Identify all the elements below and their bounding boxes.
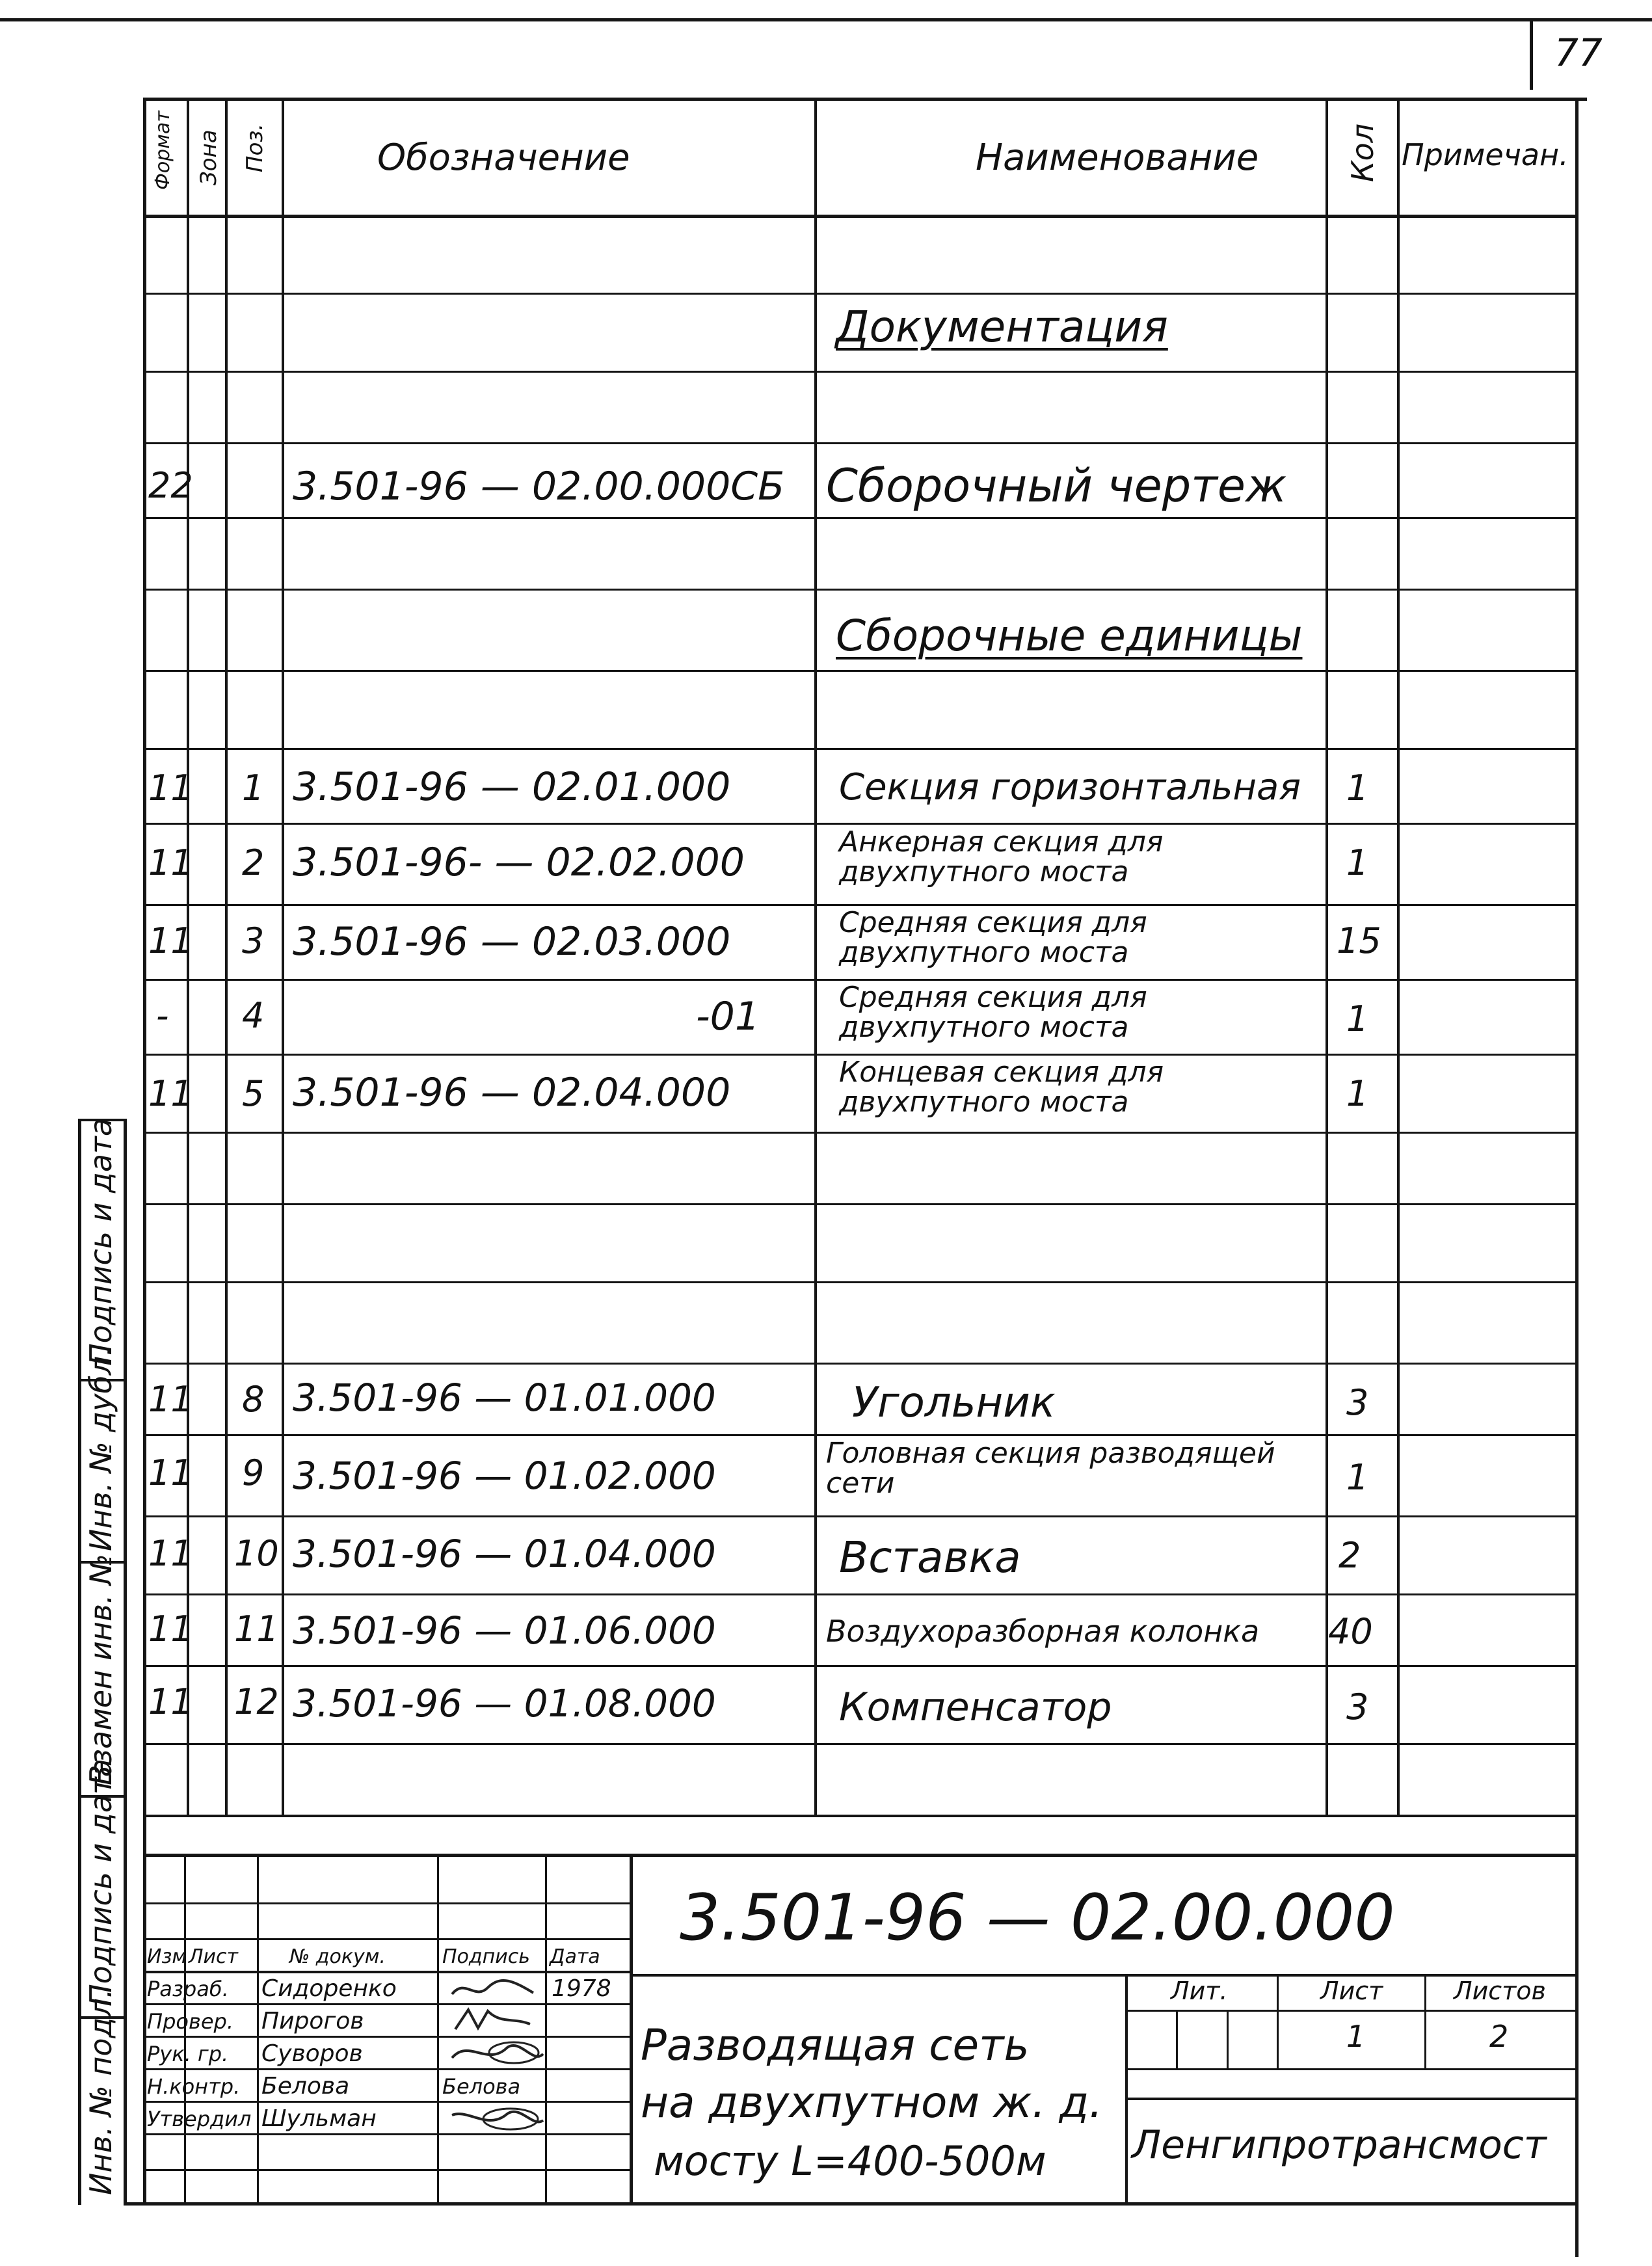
frame-left bbox=[143, 98, 146, 2205]
side-label-inv-dubl: Инв. № дубл. bbox=[83, 1346, 118, 1551]
tb-doc-number: 3.501-96 — 02.00.000 bbox=[680, 1881, 1395, 1955]
row-line bbox=[143, 589, 1578, 591]
row-line bbox=[143, 1281, 1578, 1283]
row-designation: 3.501-96 — 02.03.000 bbox=[293, 919, 731, 965]
tb-col bbox=[437, 1854, 439, 2205]
tb-sheets-value: 2 bbox=[1489, 2019, 1509, 2054]
page-number: 77 bbox=[1554, 31, 1603, 75]
frame-bottom bbox=[124, 2202, 1578, 2206]
row-format: - bbox=[156, 995, 169, 1036]
tb-sheets-label: Листов bbox=[1454, 1977, 1546, 2005]
tb-docnum-bottom bbox=[631, 1974, 1578, 1977]
tb-top bbox=[143, 1854, 1578, 1857]
row-qty: 1 bbox=[1346, 1457, 1369, 1498]
tb-lit-label: Лит. bbox=[1171, 1977, 1228, 2005]
doc-row-format: 22 bbox=[148, 465, 193, 506]
row-pos: 8 bbox=[242, 1379, 265, 1420]
row-format: 11 bbox=[148, 767, 193, 808]
row-pos: 4 bbox=[242, 995, 265, 1036]
row-qty: 1 bbox=[1346, 1073, 1369, 1114]
tb-org-top bbox=[1125, 2098, 1578, 2100]
top-rule bbox=[0, 18, 1652, 21]
frame-right bbox=[1575, 98, 1579, 2257]
header-designation: Обозначение bbox=[377, 137, 630, 179]
tb-title-line1: Разводящая сеть bbox=[641, 2020, 1030, 2070]
signature-3 bbox=[449, 2038, 546, 2070]
row-line bbox=[143, 442, 1578, 444]
tb-role: Провер. bbox=[147, 2009, 233, 2034]
row-line bbox=[143, 1593, 1578, 1595]
tb-col-list: Лист bbox=[189, 1945, 239, 1968]
row-designation: 3.501-96 — 02.04.000 bbox=[293, 1070, 731, 1115]
row-line-header bbox=[143, 215, 1578, 218]
row-format: 11 bbox=[148, 842, 193, 883]
tb-col bbox=[545, 1854, 547, 2205]
tb-col-izm: Изм bbox=[147, 1945, 187, 1968]
row-line bbox=[143, 293, 1578, 295]
row-qty: 3 bbox=[1346, 1382, 1369, 1423]
tb-person: Шульман bbox=[261, 2105, 377, 2132]
row-qty: 1 bbox=[1346, 767, 1369, 808]
header-note: Примечан. bbox=[1402, 137, 1569, 172]
tb-col-podpis: Подпись bbox=[442, 1945, 530, 1968]
tb-title-line3: мосту L=400-500м bbox=[654, 2137, 1046, 2185]
signature-2 bbox=[449, 2005, 540, 2037]
section-documentation: Документация bbox=[836, 302, 1168, 352]
col-pos-desig bbox=[282, 98, 284, 1815]
tb-role: Н.контр. bbox=[147, 2074, 241, 2099]
row-line bbox=[143, 371, 1578, 373]
row-format: 11 bbox=[148, 1608, 193, 1649]
row-line bbox=[143, 748, 1578, 750]
row-qty: 3 bbox=[1346, 1686, 1369, 1727]
row-name: Головная секция разводящей сети bbox=[826, 1437, 1275, 1500]
doc-row-name: Сборочный чертеж bbox=[826, 459, 1287, 513]
header-zone: Зона bbox=[196, 129, 222, 185]
row-line bbox=[143, 517, 1578, 519]
row-name: Угольник bbox=[852, 1379, 1056, 1427]
row-qty: 2 bbox=[1339, 1535, 1361, 1576]
side-label-vzam-inv: Взамен инв. № bbox=[83, 1553, 118, 1785]
header-pos: Поз. bbox=[242, 123, 268, 172]
row-name: Воздухоразборная колонка bbox=[826, 1614, 1260, 1649]
tb-role: Рук. гр. bbox=[147, 2042, 229, 2066]
tb-person: Сидоренко bbox=[261, 1975, 397, 2002]
signature-5 bbox=[449, 2102, 546, 2136]
row-designation: 3.501-96 — 01.01.000 bbox=[293, 1376, 716, 1420]
row-name: Вставка bbox=[839, 1532, 1021, 1582]
row-line bbox=[143, 1203, 1578, 1205]
tb-row bbox=[143, 2003, 631, 2005]
row-name: Средняя секция для двухпутного моста bbox=[839, 906, 1147, 969]
tb-meta-col bbox=[1424, 1974, 1426, 2068]
tb-sign-text: Белова bbox=[442, 2074, 521, 2099]
frame-top bbox=[143, 98, 1587, 101]
strip-left bbox=[78, 1119, 81, 2205]
tb-title-right bbox=[1125, 1974, 1128, 2205]
tb-row bbox=[143, 2169, 631, 2171]
tb-col bbox=[257, 1854, 259, 2205]
col-desig-name bbox=[814, 98, 817, 1815]
header-name: Наименование bbox=[976, 137, 1259, 179]
tb-col-ndokum: № докум. bbox=[289, 1945, 386, 1968]
row-format: 11 bbox=[148, 1533, 193, 1574]
side-label-podp-data-1: Подпись и дата bbox=[83, 1117, 118, 1366]
row-qty: 40 bbox=[1328, 1611, 1373, 1652]
tb-left-inner bbox=[630, 1854, 633, 2205]
tb-organization: Ленгипротрансмост bbox=[1132, 2122, 1547, 2168]
row-pos: 5 bbox=[242, 1073, 265, 1114]
tb-person: Пирогов bbox=[261, 2008, 364, 2034]
row-pos: 11 bbox=[234, 1608, 279, 1649]
row-line bbox=[143, 670, 1578, 672]
row-line bbox=[143, 823, 1578, 825]
header-qty: Кол bbox=[1345, 123, 1380, 182]
row-name: Средняя секция для двухпутного моста bbox=[839, 981, 1147, 1044]
row-line bbox=[143, 1132, 1578, 1134]
row-pos: 10 bbox=[234, 1533, 279, 1574]
tb-meta-row bbox=[1125, 2010, 1578, 2012]
row-pos: 9 bbox=[242, 1452, 265, 1493]
row-format: 11 bbox=[148, 920, 193, 961]
row-format: 11 bbox=[148, 1073, 193, 1114]
row-name: Анкерная секция для двухпутного моста bbox=[839, 825, 1164, 888]
tb-sheet-label: Лист bbox=[1320, 1977, 1383, 2005]
header-format: Формат bbox=[152, 111, 174, 190]
row-pos: 1 bbox=[242, 767, 265, 808]
row-qty: 15 bbox=[1337, 920, 1381, 961]
row-designation: 3.501-96 — 01.02.000 bbox=[293, 1454, 716, 1498]
col-zone-pos bbox=[225, 98, 228, 1815]
row-format: 11 bbox=[148, 1681, 193, 1722]
signature-1 bbox=[449, 1975, 540, 2005]
tb-col-data: Дата bbox=[550, 1945, 600, 1968]
tb-row bbox=[143, 2068, 631, 2070]
row-line bbox=[143, 1515, 1578, 1517]
row-format: 11 bbox=[148, 1379, 193, 1420]
row-line bbox=[143, 1743, 1578, 1745]
row-pos: 2 bbox=[242, 842, 265, 883]
side-label-inv-podl: Инв. № подл. bbox=[83, 1988, 118, 2195]
tb-title-line2: на двухпутном ж. д. bbox=[641, 2077, 1103, 2127]
row-name: Компенсатор bbox=[839, 1685, 1112, 1730]
tb-row bbox=[143, 2101, 631, 2103]
row-line bbox=[143, 1363, 1578, 1365]
tb-sheet-value: 1 bbox=[1346, 2019, 1366, 2054]
tb-date: 1978 bbox=[552, 1975, 611, 2002]
tb-lit-sub bbox=[1176, 2010, 1178, 2068]
row-designation: 3.501-96- — 02.02.000 bbox=[293, 840, 745, 885]
row-name: Концевая секция для двухпутного моста bbox=[839, 1056, 1164, 1119]
col-name-qty bbox=[1326, 98, 1328, 1815]
tb-person: Суворов bbox=[261, 2040, 363, 2067]
side-label-podp-data-2: Подпись и дата bbox=[83, 1758, 118, 2006]
tb-meta-col bbox=[1277, 1974, 1279, 2068]
doc-row-designation: 3.501-96 — 02.00.000СБ bbox=[293, 464, 785, 509]
tb-row bbox=[143, 1902, 631, 1904]
tb-person: Белова bbox=[261, 2073, 350, 2099]
row-designation: 3.501-96 — 01.04.000 bbox=[293, 1532, 716, 1576]
row-designation: 3.501-96 — 01.08.000 bbox=[293, 1681, 716, 1726]
row-line bbox=[143, 1815, 1578, 1817]
strip-right bbox=[124, 1119, 127, 2205]
page-number-box-left bbox=[1530, 18, 1533, 90]
tb-meta-row bbox=[1125, 2068, 1578, 2070]
row-line bbox=[143, 1434, 1578, 1436]
tb-row bbox=[143, 2036, 631, 2038]
row-qty: 1 bbox=[1346, 842, 1369, 883]
row-designation: 3.501-96 — 02.01.000 bbox=[293, 764, 731, 810]
section-assembly-units: Сборочные единицы bbox=[836, 611, 1303, 661]
row-designation: -01 bbox=[696, 994, 760, 1039]
row-designation: 3.501-96 — 01.06.000 bbox=[293, 1608, 716, 1653]
row-qty: 1 bbox=[1346, 998, 1369, 1039]
col-qty-note bbox=[1397, 98, 1400, 1815]
row-line bbox=[143, 1665, 1578, 1667]
tb-row bbox=[143, 1971, 631, 1973]
row-pos: 3 bbox=[242, 920, 265, 961]
tb-row bbox=[143, 1938, 631, 1940]
tb-lit-sub bbox=[1227, 2010, 1229, 2068]
tb-role: Утвердил bbox=[147, 2107, 252, 2131]
row-format: 11 bbox=[148, 1452, 193, 1493]
tb-role: Разраб. bbox=[147, 1977, 229, 2001]
row-pos: 12 bbox=[234, 1681, 279, 1722]
row-name: Секция горизонтальная bbox=[839, 766, 1301, 808]
tb-row bbox=[143, 2133, 631, 2135]
